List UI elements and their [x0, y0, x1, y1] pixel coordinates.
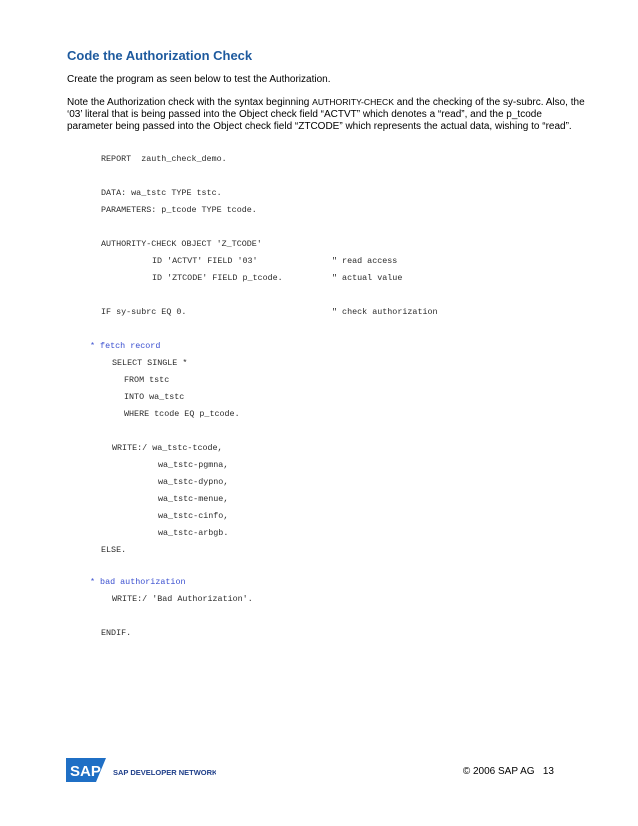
- copyright-text: © 2006 SAP AG: [462, 766, 535, 777]
- note-keyword: AUTHORITY-CHECK: [312, 97, 394, 107]
- code-line-report: REPORT zauth_check_demo.: [101, 154, 227, 164]
- code-line-data: DATA: wa_tstc TYPE tstc.: [101, 188, 222, 198]
- code-comment-fetch-record: * fetch record: [90, 341, 161, 351]
- code-line-id-ztcode: ID 'ZTCODE' FIELD p_tcode.: [152, 273, 283, 283]
- code-comment-check-authorization: " check authorization: [332, 307, 438, 317]
- note-before: Note the Authorization check with the syntax beginning: [67, 97, 313, 108]
- code-line-if: IF sy-subrc EQ 0.: [101, 307, 187, 317]
- note-paragraph: [67, 96, 587, 133]
- code-line-write-field: wa_tstc-menue,: [158, 494, 229, 504]
- code-comment-bad-authorization: * bad authorization: [90, 577, 186, 587]
- page-title: Code the Authorization Check: [67, 48, 253, 63]
- page-number: 13: [542, 766, 554, 777]
- code-line-from: FROM tstc: [124, 375, 170, 385]
- sap-logo-icon: [66, 756, 216, 786]
- code-line-id-actvt: ID 'ACTVT' FIELD '03': [152, 256, 258, 266]
- code-line-parameters: PARAMETERS: p_tcode TYPE tcode.: [101, 205, 257, 215]
- code-line-endif: ENDIF.: [101, 628, 132, 638]
- logo-text: SAP: [70, 763, 101, 780]
- intro-paragraph: Create the program as seen below to test the Authorization.: [67, 74, 331, 85]
- code-line-where: WHERE tcode EQ p_tcode.: [124, 409, 240, 419]
- code-line-else: ELSE.: [101, 545, 127, 555]
- footer-copyright: [463, 766, 554, 777]
- code-line-write-bad: WRITE:/ 'Bad Authorization'.: [112, 594, 253, 604]
- code-line-write-field: wa_tstc-cinfo,: [158, 511, 229, 521]
- code-line-authority-check: AUTHORITY-CHECK OBJECT 'Z_TCODE': [101, 239, 262, 249]
- code-line-write-field: wa_tstc-dypno,: [158, 477, 229, 487]
- note-after: and the checking of the sy-subrc. Also, the ‘03’ literal that is being passed into the Object check field “ACTVT” which denotes a “read”, and the p_tcode parameter being passed into the Object check field “ZTCODE” which represents the actual data, wishing to “read”.: [67, 97, 585, 132]
- code-line-write-field: wa_tstc-arbgb.: [158, 528, 229, 538]
- code-line-select: SELECT SINGLE *: [112, 358, 188, 368]
- code-line-write: WRITE:/ wa_tstc-tcode,: [112, 443, 223, 453]
- code-comment-read-access: " read access: [332, 256, 398, 266]
- sap-developer-network-logo: [66, 756, 216, 791]
- code-line-into: INTO wa_tstc: [124, 392, 185, 402]
- network-text: SAP DEVELOPER NETWORK: [113, 768, 216, 777]
- code-line-write-field: wa_tstc-pgmna,: [158, 460, 229, 470]
- code-comment-actual-value: " actual value: [332, 273, 403, 283]
